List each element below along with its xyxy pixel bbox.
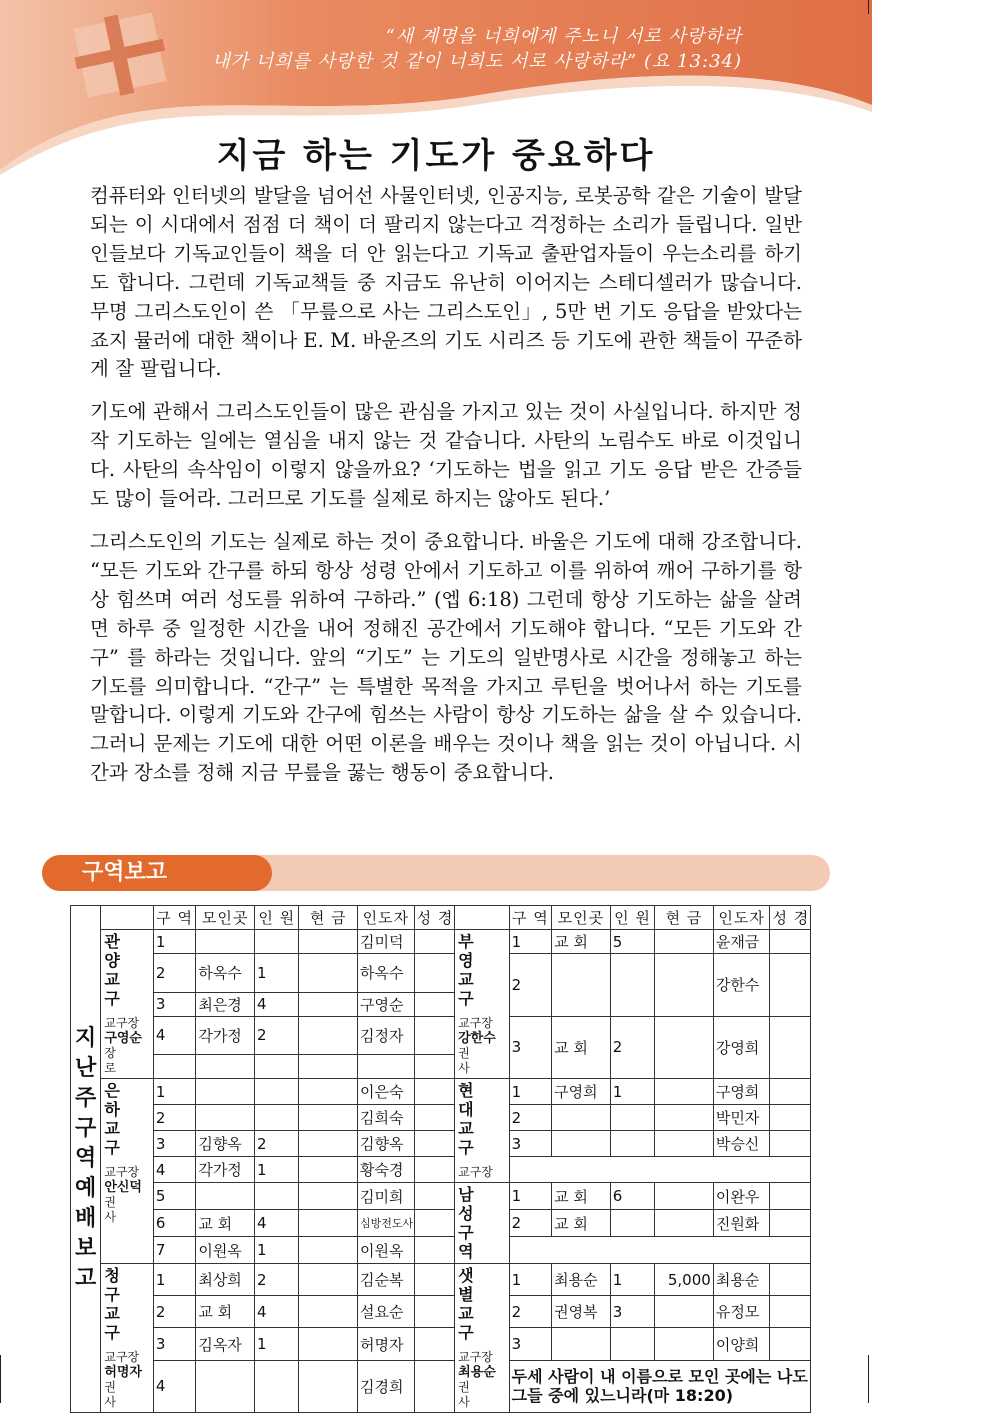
column-header: 모인곳 [196, 906, 255, 930]
district-number: 2 [509, 1210, 551, 1237]
leader-title: 교구장 [458, 1350, 493, 1364]
paragraph: 기도에 관해서 그리스도인들이 많은 관심을 가지고 있는 것이 사실입니다. 하지만 정작 기도하는 일에는 열심을 내지 않는 것 같습니다. 사탄의 노림수도 바로 이것입니다. 사탄의 속삭임이 이렇지 않을까요? ‘기도하는 법을 읽고 기도 응답 받은 간증들도 많이 들어라. 그러므로 기도를 실제로 하지는 않아도 된다.’ [90, 400, 802, 511]
scripture [770, 1105, 811, 1131]
group-name: 현 대 교 구 [458, 1081, 478, 1157]
offering [299, 1079, 358, 1105]
attendance: 3 [610, 1296, 654, 1328]
meeting-place: 이원옥 [196, 1237, 255, 1264]
meeting-place [552, 1131, 611, 1157]
section-header [42, 855, 830, 891]
offering [299, 1237, 358, 1264]
scripture [414, 992, 454, 1016]
district-number: 2 [153, 1105, 195, 1131]
offering [655, 1296, 714, 1328]
district-number: 2 [153, 1296, 195, 1328]
group-name: 은 하 교 구 [104, 1081, 124, 1157]
meeting-place: 교 회 [552, 1210, 611, 1237]
district-number: 1 [153, 930, 195, 954]
scripture [414, 1183, 454, 1210]
column-header: 성 경 [770, 906, 811, 930]
attendance [254, 1079, 298, 1105]
empty-cell [455, 906, 510, 930]
attendance: 1 [254, 1157, 298, 1183]
meeting-place: 최용순 [552, 1264, 611, 1296]
bible-verse-line1: “새 계명을 너희에게 주노니 서로 사랑하라 [385, 26, 742, 47]
crop-mark [868, 0, 869, 14]
leader: 강한수 [713, 954, 770, 1017]
district-number: 1 [509, 1183, 551, 1210]
leader: 김정자 [358, 1016, 415, 1055]
empty-cell [101, 906, 154, 930]
leader: 이양희 [713, 1328, 770, 1360]
district-number: 3 [153, 992, 195, 1016]
meeting-place: 하옥수 [196, 954, 255, 993]
district-number: 3 [509, 1016, 551, 1079]
scripture [770, 1210, 811, 1237]
district-number: 1 [509, 1079, 551, 1105]
district-number: 4 [153, 1157, 195, 1183]
offering [655, 1079, 714, 1105]
district-number: 3 [509, 1131, 551, 1157]
meeting-place [552, 1328, 611, 1360]
column-header: 구 역 [509, 906, 551, 930]
table-row [71, 1131, 811, 1157]
attendance [610, 1105, 654, 1131]
offering [299, 1210, 358, 1237]
table-row [71, 1264, 811, 1296]
district-number: 2 [153, 954, 195, 993]
scripture [414, 1328, 454, 1360]
leader: 박승신 [713, 1131, 770, 1157]
column-header: 현 금 [299, 906, 358, 930]
leader-role: 권 사 [458, 1380, 480, 1409]
right-group-cell [455, 1264, 510, 1413]
attendance: 2 [610, 1016, 654, 1079]
crop-mark [0, 1355, 1, 1403]
meeting-place [196, 1105, 255, 1131]
attendance: 1 [254, 1237, 298, 1264]
meeting-place: 김옥자 [196, 1328, 255, 1360]
meeting-place: 김향옥 [196, 1131, 255, 1157]
table-row [71, 1237, 811, 1264]
district-number: 3 [509, 1328, 551, 1360]
attendance: 2 [254, 1131, 298, 1157]
scripture [770, 1131, 811, 1157]
leader-role: 권 사 [458, 1046, 480, 1075]
meeting-place: 구영희 [552, 1079, 611, 1105]
paragraph: 그리스도인의 기도는 실제로 하는 것이 중요합니다. 바울은 기도에 대해 강조합니다. “모든 기도와 간구를 하되 항상 성령 안에서 기도하고 이를 위하여 깨어 구하기를 항상 힘쓰며 여러 성도를 위하여 구하라.” (엡 6:18) 그런데 항상 기도하는 삶을 살려면 하루 중 일정한 시간을 내어 정해진 공간에서 기도해야 합니다. “모든 기도와 간구” 를 하라는 것입니다. 앞의 “기도” 는 기도의 일반명사로 시간을 정해놓고 하는 기도를 의미합니다. “간구” 는 특별한 목적을 가지고 루틴을 벗어나서 하는 기도를 말합니다. 이렇게 기도와 간구에 힘쓰는 사람이 항상 기도하는 삶을 살 수 있습니다. 그러니 문제는 기도에 대한 어떤 이론을 배우는 것이나 책을 읽는 것이 아닙니다. 시간과 장소를 정해 지금 무릎을 꿇는 행동이 중요합니다. [90, 529, 802, 785]
right-group-cell [455, 1079, 510, 1183]
meeting-place: 교 회 [196, 1296, 255, 1328]
leader: 김향옥 [358, 1131, 415, 1157]
attendance [610, 1131, 654, 1157]
leader: 이은숙 [358, 1079, 415, 1105]
empty-cell [299, 1055, 358, 1079]
table-row [71, 930, 811, 954]
table-row [71, 1079, 811, 1105]
attendance: 6 [610, 1183, 654, 1210]
leader: 설요순 [358, 1296, 415, 1328]
meeting-place: 교 회 [552, 1183, 611, 1210]
table-row [71, 1016, 811, 1055]
leader-name: 최용순 [458, 1365, 496, 1380]
district-report-table [70, 905, 811, 1413]
side-label: 지난주 구역예배보고 [71, 906, 101, 1413]
meeting-place: 각가정 [196, 1157, 255, 1183]
meeting-place [552, 1105, 611, 1131]
column-header: 모인곳 [552, 906, 611, 930]
leader-title: 교구장 [458, 1165, 493, 1179]
group-name: 부 영 교 구 [458, 932, 478, 1008]
right-group-cell [455, 1183, 510, 1264]
offering [299, 954, 358, 993]
meeting-place: 교 회 [552, 1016, 611, 1079]
leader: 진원화 [713, 1210, 770, 1237]
table-row [71, 1105, 811, 1131]
scripture [770, 1328, 811, 1360]
district-number: 1 [509, 930, 551, 954]
page-title: 지금 하는 기도가 중요하다 [216, 136, 656, 176]
district-number: 4 [153, 1360, 195, 1412]
attendance [254, 1183, 298, 1210]
crop-mark [868, 1355, 869, 1403]
meeting-place: 교 회 [552, 930, 611, 954]
leader: 허명자 [358, 1328, 415, 1360]
offering [655, 1016, 714, 1079]
meeting-place: 최상희 [196, 1264, 255, 1296]
leader-name: 구영순 [104, 1031, 142, 1046]
offering [299, 1157, 358, 1183]
attendance: 1 [610, 1264, 654, 1296]
attendance: 4 [254, 1296, 298, 1328]
leader: 김순복 [358, 1264, 415, 1296]
paragraph: 컴퓨터와 인터넷의 발달을 넘어선 사물인터넷, 인공지능, 로봇공학 같은 기술이 발달되는 이 시대에서 점점 더 책이 더 팔리지 않는다고 걱정하는 소리가 들립니다. 일반인들보다 기독교인들이 책을 더 안 읽는다고 기독교 출판업자들이 우는소리를 하기도 합니다. 그런데 기독교책들 중 지금도 유난히 이어지는 스테디셀러가 많습니다. 무명 그리스도인이 쓴 「무릎으로 사는 그리스도인」, 5만 번 기도 응답을 받았다는 죠지 뮬러에 대한 책이나 E. M. 바운즈의 기도 시리즈 등 기도에 관한 책들이 꾸준하게 잘 팔립니다. [90, 184, 802, 381]
district-number: 5 [153, 1183, 195, 1210]
attendance: 1 [610, 1079, 654, 1105]
meeting-place [196, 930, 255, 954]
leader: 김미덕 [358, 930, 415, 954]
leader: 최용순 [713, 1264, 770, 1296]
scripture [770, 930, 811, 954]
leader: 구영희 [713, 1079, 770, 1105]
offering [299, 992, 358, 1016]
left-group-cell [101, 930, 154, 1079]
scripture [770, 1264, 811, 1296]
district-number: 2 [509, 954, 551, 1017]
scripture [414, 1296, 454, 1328]
district-number: 1 [509, 1264, 551, 1296]
empty-cell [414, 1055, 454, 1079]
leader-name: 안신덕 [104, 1180, 142, 1195]
column-header: 인 원 [610, 906, 654, 930]
attendance: 1 [254, 1328, 298, 1360]
attendance: 5 [610, 930, 654, 954]
table-row [71, 954, 811, 993]
offering [299, 1328, 358, 1360]
attendance: 4 [254, 992, 298, 1016]
scripture [414, 1016, 454, 1055]
leader-name: 허명자 [104, 1365, 142, 1380]
article-body [90, 182, 802, 802]
meeting-place [196, 1079, 255, 1105]
offering [655, 1105, 714, 1131]
leader: 윤재금 [713, 930, 770, 954]
scripture [770, 1183, 811, 1210]
meeting-place: 교 회 [196, 1210, 255, 1237]
scripture [770, 1296, 811, 1328]
leader: 구영순 [358, 992, 415, 1016]
empty-cell [153, 1055, 195, 1079]
empty-cell [509, 1157, 810, 1183]
table-row [71, 1296, 811, 1328]
empty-cell [196, 1055, 255, 1079]
offering [655, 1131, 714, 1157]
scripture [414, 1105, 454, 1131]
table-row [71, 1157, 811, 1183]
leader-role: 권 사 [104, 1195, 126, 1224]
empty-cell [509, 1237, 810, 1264]
group-name: 청 구 교 구 [104, 1266, 124, 1342]
offering [299, 1131, 358, 1157]
attendance [610, 1210, 654, 1237]
column-header: 성 경 [414, 906, 454, 930]
group-name: 샛 별 교 구 [458, 1266, 478, 1342]
leader: 김희숙 [358, 1105, 415, 1131]
scripture [414, 1264, 454, 1296]
group-name: 남 성 구 역 [458, 1185, 478, 1261]
table-row [71, 1210, 811, 1237]
offering [655, 954, 714, 1017]
meeting-place [196, 1360, 255, 1412]
scripture-quote: 두세 사람이 내 이름으로 모인 곳에는 나도 그들 중에 있느니라(마 18:20) [509, 1360, 810, 1412]
attendance [254, 930, 298, 954]
attendance [254, 1360, 298, 1412]
scripture [414, 1210, 454, 1237]
offering [299, 1105, 358, 1131]
scripture [414, 1131, 454, 1157]
attendance: 2 [254, 1264, 298, 1296]
district-number: 3 [153, 1328, 195, 1360]
district-number: 7 [153, 1237, 195, 1264]
leader-title: 교구장 [104, 1016, 140, 1030]
offering [655, 930, 714, 954]
leader-role: 장 로 [104, 1046, 126, 1075]
offering [655, 1328, 714, 1360]
offering [655, 1210, 714, 1237]
meeting-place [552, 954, 611, 1017]
empty-cell [254, 1055, 298, 1079]
table-row [71, 1328, 811, 1360]
offering [299, 1264, 358, 1296]
leader-title: 교구장 [104, 1165, 140, 1179]
scripture [414, 1237, 454, 1264]
bible-verse-line2: 내가 너희를 사랑한 것 같이 너희도 서로 사랑하라” (요 13:34) [212, 51, 742, 72]
meeting-place [196, 1183, 255, 1210]
leader: 이원옥 [358, 1237, 415, 1264]
leader-role: 권 사 [104, 1380, 126, 1409]
leader: 박민자 [713, 1105, 770, 1131]
offering [299, 1360, 358, 1412]
offering [299, 1183, 358, 1210]
offering [299, 930, 358, 954]
leader-title: 교구장 [104, 1350, 140, 1364]
district-number: 3 [153, 1131, 195, 1157]
scripture [414, 930, 454, 954]
attendance [610, 954, 654, 1017]
scripture [770, 1079, 811, 1105]
district-number: 2 [509, 1296, 551, 1328]
offering: 5,000 [655, 1264, 714, 1296]
meeting-place: 최은경 [196, 992, 255, 1016]
meeting-place: 각가정 [196, 1016, 255, 1055]
offering [299, 1296, 358, 1328]
leader: 황숙경 [358, 1157, 415, 1183]
district-number: 6 [153, 1210, 195, 1237]
attendance [610, 1328, 654, 1360]
left-group-cell [101, 1264, 154, 1413]
scripture [414, 1360, 454, 1412]
leader-title: 교구장 [458, 1016, 493, 1030]
meeting-place: 권영복 [552, 1296, 611, 1328]
leader-name: 강한수 [458, 1031, 496, 1046]
scripture [414, 1079, 454, 1105]
left-group-cell [101, 1079, 154, 1264]
column-header: 현 금 [655, 906, 714, 930]
table-row [71, 1360, 811, 1412]
section-label: 구역보고 [42, 855, 272, 891]
empty-cell [358, 1055, 415, 1079]
right-group-cell [455, 930, 510, 1079]
scripture [770, 954, 811, 1017]
attendance [254, 1105, 298, 1131]
district-number: 1 [153, 1264, 195, 1296]
leader: 하옥수 [358, 954, 415, 993]
group-name: 관 양 교 구 [104, 932, 124, 1008]
table-row [71, 1183, 811, 1210]
scripture [414, 1157, 454, 1183]
leader: 강영희 [713, 1016, 770, 1079]
district-number: 4 [153, 1016, 195, 1055]
offering [655, 1183, 714, 1210]
attendance: 4 [254, 1210, 298, 1237]
offering [299, 1016, 358, 1055]
leader: 김미희 [358, 1183, 415, 1210]
leader: 심방전도사 [358, 1210, 415, 1237]
table-header-row [71, 906, 811, 930]
column-header: 인 원 [254, 906, 298, 930]
district-number: 2 [509, 1105, 551, 1131]
column-header: 인도자 [713, 906, 770, 930]
district-number: 1 [153, 1079, 195, 1105]
leader: 유정모 [713, 1296, 770, 1328]
attendance: 2 [254, 1016, 298, 1055]
scripture [770, 1016, 811, 1079]
scripture [414, 954, 454, 993]
attendance: 1 [254, 954, 298, 993]
column-header: 인도자 [358, 906, 415, 930]
column-header: 구 역 [153, 906, 195, 930]
leader: 이완우 [713, 1183, 770, 1210]
leader: 김경희 [358, 1360, 415, 1412]
